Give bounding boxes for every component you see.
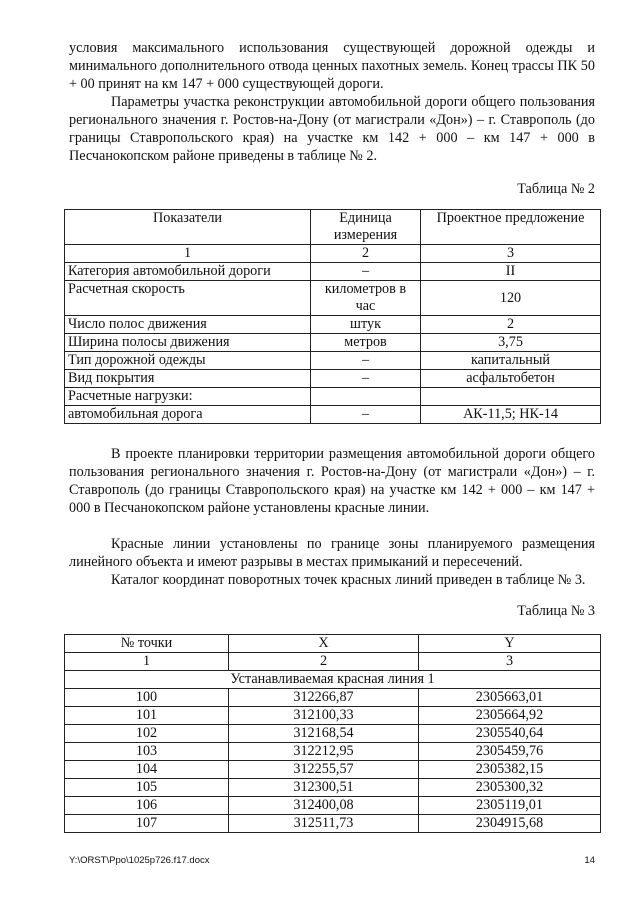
table2-number-cell: 3 bbox=[421, 245, 601, 263]
table-row bbox=[65, 334, 601, 352]
table-row bbox=[65, 725, 601, 743]
point-y: 2305300,32 bbox=[419, 779, 601, 797]
table2-cell: штук bbox=[311, 316, 421, 334]
footer-file-path: Y:\ORST\Ppo\1025p726.f17.docx bbox=[69, 855, 210, 866]
point-x: 312400,08 bbox=[229, 797, 419, 815]
page-number: 14 bbox=[584, 855, 595, 866]
table3-section-label: Устанавливаемая красная линия 1 bbox=[65, 671, 601, 689]
table2-cell: Расчетные нагрузки: bbox=[65, 388, 311, 406]
table3-number-cell: 3 bbox=[419, 653, 601, 671]
table2-cell: километров в час bbox=[311, 281, 421, 316]
table3-header-cell: Y bbox=[419, 635, 601, 653]
table3-header-cell: X bbox=[229, 635, 419, 653]
point-number: 107 bbox=[65, 815, 229, 833]
paragraph-red-lines-intro: В проекте планировки территории размещения автомобильной дороги общего пользования регионального значения г. Ростов-на-Дону (от магистрали «Дон») – г. Ставрополь (до границы Ставропольского края) на участке км 142 + 000 – км 147 + 000 в Песчанокопском районе установлены красные линии. bbox=[69, 446, 595, 516]
table-row bbox=[65, 352, 601, 370]
table2-cell: Ширина полосы движения bbox=[65, 334, 311, 352]
table-row bbox=[65, 797, 601, 815]
table-row bbox=[65, 388, 601, 406]
table2-cell: 2 bbox=[421, 316, 601, 334]
table3-caption: Таблица № 3 bbox=[517, 603, 595, 619]
table-row bbox=[65, 707, 601, 725]
point-number: 101 bbox=[65, 707, 229, 725]
point-x: 312168,54 bbox=[229, 725, 419, 743]
table3-number-row bbox=[65, 653, 601, 671]
table2-cell: – bbox=[311, 406, 421, 424]
point-y: 2305664,92 bbox=[419, 707, 601, 725]
table2-cell bbox=[311, 388, 421, 406]
table2-cell: Категория автомобильной дороги bbox=[65, 263, 311, 281]
table-row bbox=[65, 761, 601, 779]
table2-cell: автомобильная дорога bbox=[65, 406, 311, 424]
point-y: 2304915,68 bbox=[419, 815, 601, 833]
paragraph-intro: условия максимального использования существующей дорожной одежды и минимального дополнительного отвода ценных пахотных земель. Конец трассы ПК 50 + 00 принят на км 147 + 000 существующей дороги. bbox=[69, 40, 595, 92]
table2-cell bbox=[421, 388, 601, 406]
point-x: 312266,87 bbox=[229, 689, 419, 707]
table2-caption: Таблица № 2 bbox=[517, 181, 595, 197]
table3-section-row bbox=[65, 671, 601, 689]
point-x: 312100,33 bbox=[229, 707, 419, 725]
table-row bbox=[65, 316, 601, 334]
table2-cell: Расчетная скорость bbox=[65, 281, 311, 316]
table2-cell: асфальтобетон bbox=[421, 370, 601, 388]
table2-cell: – bbox=[311, 370, 421, 388]
point-number: 104 bbox=[65, 761, 229, 779]
point-x: 312300,51 bbox=[229, 779, 419, 797]
table3-number-cell: 2 bbox=[229, 653, 419, 671]
table2-number-cell: 1 bbox=[65, 245, 311, 263]
table2-cell: 3,75 bbox=[421, 334, 601, 352]
table2-number-row bbox=[65, 245, 601, 263]
paragraph-red-lines-boundary: Красные линии установлены по границе зоны планируемого размещения линейного объекта и имеют разрывы в местах примыканий и пересечений. bbox=[69, 536, 595, 570]
table-row bbox=[65, 779, 601, 797]
table-row bbox=[65, 743, 601, 761]
table2-cell: Тип дорожной одежды bbox=[65, 352, 311, 370]
table2-cell: капитальный bbox=[421, 352, 601, 370]
table2-header-cell: Показатели bbox=[65, 210, 311, 245]
table2-header-cell: Проектное предложение bbox=[421, 210, 601, 245]
point-x: 312255,57 bbox=[229, 761, 419, 779]
table-row bbox=[65, 815, 601, 833]
table2-cell: II bbox=[421, 263, 601, 281]
point-y: 2305459,76 bbox=[419, 743, 601, 761]
table2-cell: Число полос движения bbox=[65, 316, 311, 334]
table3-header-cell: № точки bbox=[65, 635, 229, 653]
paragraph-table2-intro: Параметры участка реконструкции автомобильной дороги общего пользования регионального значения г. Ростов-на-Дону (от магистрали «Дон») – г. Ставрополь (до границы Ставропольского края) на участке км 142 + 000 – км 147 + 000 в Песчанокопском районе приведены в таблице № 2. bbox=[69, 94, 595, 164]
table3-header-row bbox=[65, 635, 601, 653]
point-y: 2305119,01 bbox=[419, 797, 601, 815]
table2-cell: – bbox=[311, 352, 421, 370]
point-y: 2305663,01 bbox=[419, 689, 601, 707]
table2-number-cell: 2 bbox=[311, 245, 421, 263]
table2-cell: АК-11,5; НК-14 bbox=[421, 406, 601, 424]
table3 bbox=[64, 634, 601, 833]
table2-cell: – bbox=[311, 263, 421, 281]
table-row bbox=[65, 281, 601, 316]
paragraph-catalog: Каталог координат поворотных точек красных линий приведен в таблице № 3. bbox=[111, 572, 586, 588]
table-row bbox=[65, 406, 601, 424]
table2-cell: Вид покрытия bbox=[65, 370, 311, 388]
table2-header-cell: Единица измерения bbox=[311, 210, 421, 245]
point-number: 103 bbox=[65, 743, 229, 761]
table-row bbox=[65, 689, 601, 707]
point-number: 105 bbox=[65, 779, 229, 797]
table2-cell: метров bbox=[311, 334, 421, 352]
point-x: 312511,73 bbox=[229, 815, 419, 833]
table2-cell: 120 bbox=[421, 281, 601, 316]
table-row bbox=[65, 263, 601, 281]
table-row bbox=[65, 370, 601, 388]
point-number: 106 bbox=[65, 797, 229, 815]
table3-number-cell: 1 bbox=[65, 653, 229, 671]
point-x: 312212,95 bbox=[229, 743, 419, 761]
table2-header-row bbox=[65, 210, 601, 245]
point-y: 2305540,64 bbox=[419, 725, 601, 743]
point-y: 2305382,15 bbox=[419, 761, 601, 779]
table2 bbox=[64, 209, 601, 424]
point-number: 100 bbox=[65, 689, 229, 707]
point-number: 102 bbox=[65, 725, 229, 743]
